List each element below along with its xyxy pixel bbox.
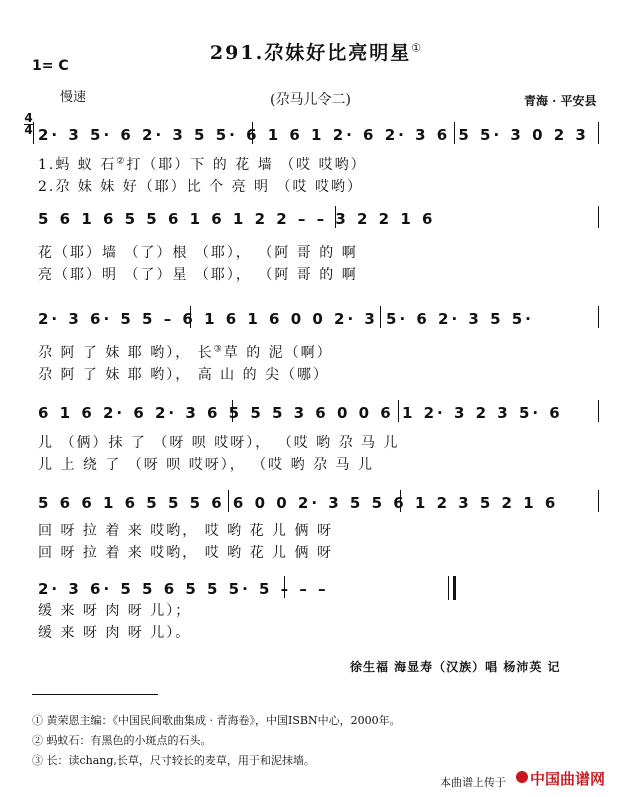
key-signature: 1= C [32,58,69,74]
lyric-verse-1: 1.蚂 蚁 石②打（耶）下 的 花 墙 （哎 哎哟） [38,156,367,173]
performer-credits: 徐生福 海显寿（汉族）唱 杨沛英 记 [350,660,561,674]
lyric-verse-1: 缓 来 呀 肉 呀 儿）； [38,603,192,619]
lyric-verse-1: 回 呀 拉 着 来 哎哟， 哎 哟 花 儿 俩 呀 [38,523,333,539]
lyric-verse-2: 亮（耶）明 （了）星 （耶）， （阿 哥 的 啊 [38,267,358,283]
song-subtitle: (尕马儿令二) [270,92,351,108]
page-title: 291.尕妹好比亮明星① [209,41,424,64]
footnote-mark: ③ [213,344,224,355]
lyric-verse-2: 缓 来 呀 肉 呀 儿）。 [38,625,192,641]
stave-notes: 2· 3 6· 5 5 6 5 5 5· 5 – – – [38,580,329,598]
upload-credit: 本曲谱上传于 [440,776,506,789]
lyric-verse-2: 2.尕 妹 妹 好（耶）比 个 亮 明 （哎 哎哟） [38,179,363,195]
footnote-2: ② 蚂蚁石：有黑色的小斑点的石头。 [32,734,212,747]
title-footnote-mark: ① [411,41,424,55]
site-logo[interactable]: 中国曲谱网 [530,770,606,788]
lyric-verse-2: 回 呀 拉 着 来 哎哟， 哎 哟 花 儿 俩 呀 [38,545,333,561]
tempo-marking: 慢速 [60,90,87,105]
lyric-verse-1: 尕 阿 了 妹 耶 哟）， 长③草 的 泥（啊） [38,344,333,361]
footnote-mark: ② [116,156,127,167]
stave-notes: 5 6 6 1 6 5 5 5 6 6 0 0 2· 3 5 5 6 1 2 3 5 2 1 6 [38,494,559,512]
time-signature: 4 4 [24,111,33,137]
region-label: 青海 · 平安县 [524,94,597,108]
footnote-1: ① 黄荣恩主编：《中国民间歌曲集成 · 青海卷》，中国ISBN中心，2000年。 [32,714,401,727]
lyric-verse-2: 儿 上 绕 了 （呀 呗 哎呀）， （哎 哟 尕 马 儿 [38,457,374,473]
lyric-verse-2: 尕 阿 了 妹 耶 哟）， 高 山 的 尖（哪） [38,367,330,383]
lyric-verse-1: 花（耶）墙 （了）根 （耶）， （阿 哥 的 啊 [38,245,358,261]
footnote-3: ③ 长：读chang,长草，尺寸较长的麦草，用于和泥抹墙。 [32,754,315,767]
stave-notes: 6 1 6 2· 6 2· 3 6 5 5 5 3 6 0 0 6 1 2· 3 2 3 5· 6 [38,404,563,422]
footnote-divider [32,694,158,695]
stave-notes: 2· 3 6· 5 5 – 6 1 6 1 6 0 0 2· 3 5· 6 2· 3 5 5· [38,310,534,328]
stave-notes: 5 6 1 6 5 5 6 1 6 1 2 2 – – 3 2 2 1 6 [38,210,436,228]
site-logo-icon [516,771,528,783]
lyric-verse-1: 儿 （俩）抹 了 （呀 呗 哎呀）， （哎 哟 尕 马 儿 [38,435,400,451]
stave-notes: 2· 3 5· 6 2· 3 5 5· 6 1 6 1 2· 6 2· 3 6 5 5· 3 0 2 3 [38,126,589,144]
